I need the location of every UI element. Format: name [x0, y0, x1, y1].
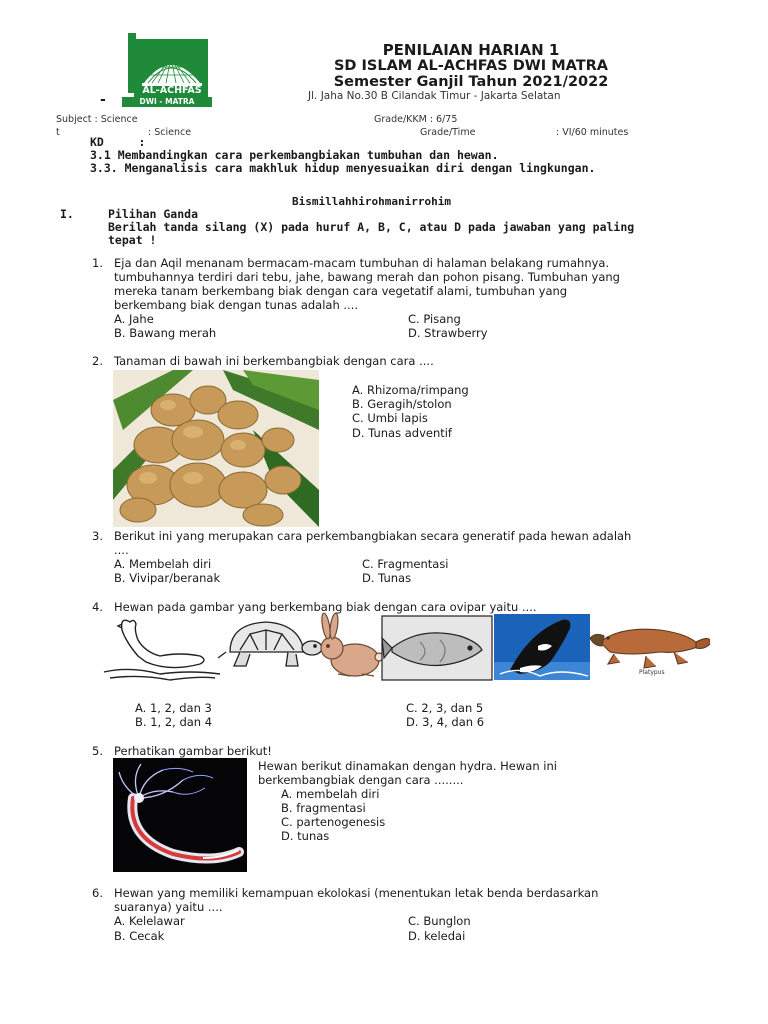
q3-option-a[interactable]: A. Membelah diri [114, 557, 212, 571]
grade-time-value: : VI/60 minutes [556, 127, 629, 138]
q1-option-b[interactable]: B. Bawang merah [114, 326, 217, 340]
q5-text: Perhatikan gambar berikut! [114, 744, 272, 758]
platypus-icon [590, 629, 710, 668]
q6-number: 6. [92, 886, 103, 900]
t-label: t [56, 127, 60, 138]
q3-option-d[interactable]: D. Tunas [362, 571, 412, 585]
q4-option-d[interactable]: D. 3, 4, dan 6 [406, 715, 485, 729]
fish-icon [382, 616, 492, 680]
kd-label: KD : [90, 135, 146, 149]
q3-line-2: .... [114, 543, 129, 557]
q4-option-a[interactable]: A. 1, 2, dan 3 [135, 701, 212, 715]
q1-option-a[interactable]: A. Jahe [114, 312, 154, 326]
q2-option-c[interactable]: C. Umbi lapis [352, 411, 428, 425]
orca-icon [494, 614, 590, 680]
q4-number: 4. [92, 600, 103, 614]
ginger-rhizome-icon [113, 370, 319, 527]
q5-desc-line-1: Hewan berikut dinamakan dengan hydra. Hewan ini [258, 759, 557, 773]
q5-option-a[interactable]: A. membelah diri [281, 787, 380, 801]
page-title: PENILAIAN HARIAN 1 [382, 41, 560, 59]
q6-line-2: suaranya) yaitu .... [114, 900, 223, 914]
swan-icon [104, 620, 220, 680]
turtle-icon [218, 622, 322, 666]
q1-number: 1. [92, 256, 103, 270]
rabbit-icon [320, 613, 383, 676]
q1-option-c[interactable]: C. Pisang [408, 312, 461, 326]
hydra-image [113, 758, 247, 872]
q2-option-d[interactable]: D. Tunas adventif [352, 426, 452, 440]
animal-strip-image [100, 612, 710, 684]
q5-number: 5. [92, 744, 103, 758]
q5-option-b[interactable]: B. fragmentasi [281, 801, 366, 815]
hydra-icon [113, 758, 247, 872]
q1-option-d[interactable]: D. Strawberry [408, 326, 488, 340]
kd-item-2: 3.3. Menganalisis cara makhluk hidup menyesuaikan diri dengan lingkungan. [90, 161, 596, 175]
q3-number: 3. [92, 529, 103, 543]
subject-line: Subject : Science [56, 114, 138, 125]
logo-text-top: AL-ACHFAS [142, 85, 202, 96]
q1-line-1: Eja dan Aqil menanam bermacam-macam tumbuhan di halaman belakang rumahnya. [114, 256, 610, 270]
q1-line-3: mereka tanam berkembang biak dengan cara vegetatif alami, tumbuhan yang [114, 284, 568, 298]
school-name: SD ISLAM AL-ACHFAS DWI MATRA [333, 58, 608, 74]
q2-option-b[interactable]: B. Geragih/stolon [352, 397, 452, 411]
animal-strip [100, 612, 710, 684]
q4-text: Hewan pada gambar yang berkembang biak dengan cara ovipar yaitu .... [114, 600, 537, 614]
section-number: I. [60, 207, 74, 221]
q6-option-b[interactable]: B. Cecak [114, 929, 165, 943]
q6-option-d[interactable]: D. keledai [408, 929, 466, 943]
q1-line-2: tumbuhannya terdiri dari tebu, jahe, bawang merah dan pohon pisang. Tumbuhan yang [114, 270, 620, 284]
section-instruction-2: tepat ! [108, 233, 157, 247]
grade-kkm: Grade/KKM : 6/75 [374, 114, 458, 125]
q6-line-1: Hewan yang memiliki kemampuan ekolokasi (menentukan letak benda berdasarkan [114, 886, 599, 900]
q4-option-b[interactable]: B. 1, 2, dan 4 [135, 715, 213, 729]
q5-option-d[interactable]: D. tunas [281, 829, 330, 843]
q5-option-c[interactable]: C. partenogenesis [281, 815, 386, 829]
q2-number: 2. [92, 354, 103, 368]
q5-desc-line-2: berkembangbiak dengan cara ........ [258, 773, 464, 787]
q1-line-4: berkembang biak dengan tunas adalah .... [114, 298, 359, 312]
q2-text: Tanaman di bawah ini berkembangbiak dengan cara .... [114, 354, 434, 368]
section-instruction-1: Berilah tanda silang (X) pada huruf A, B, C, atau D pada jawaban yang paling [108, 220, 635, 234]
q3-option-b[interactable]: B. Vivipar/beranak [114, 571, 221, 585]
ginger-image [113, 370, 319, 527]
basmalah: Bismillahhirohmanirrohim [292, 195, 451, 208]
q4-option-c[interactable]: C. 2, 3, dan 5 [406, 701, 484, 715]
header-dash: - [100, 92, 106, 108]
logo-text-bottom: DWI - MATRA [139, 97, 195, 106]
semester-line: Semester Ganjil Tahun 2021/2022 [333, 74, 609, 90]
q2-option-a[interactable]: A. Rhizoma/rimpang [352, 383, 469, 397]
school-address: Jl. Jaha No.30 B Cilandak Timur - Jakarta Selatan [308, 90, 561, 102]
q3-line-1: Berikut ini yang merupakan cara perkembangbiakan secara generatif pada hewan adalah [114, 529, 632, 543]
q6-option-a[interactable]: A. Kelelawar [114, 914, 185, 928]
kd-item-1: 3.1 Membandingkan cara perkembangbiakan tumbuhan dan hewan. [90, 148, 499, 162]
section-title: Pilihan Ganda [108, 207, 199, 221]
grade-time-label: Grade/Time [420, 127, 476, 138]
school-logo [122, 33, 212, 107]
platypus-caption: Platypus [639, 669, 665, 676]
t-value: : Science [148, 127, 192, 138]
q6-option-c[interactable]: C. Bunglon [408, 914, 471, 928]
q3-option-c[interactable]: C. Fragmentasi [362, 557, 449, 571]
